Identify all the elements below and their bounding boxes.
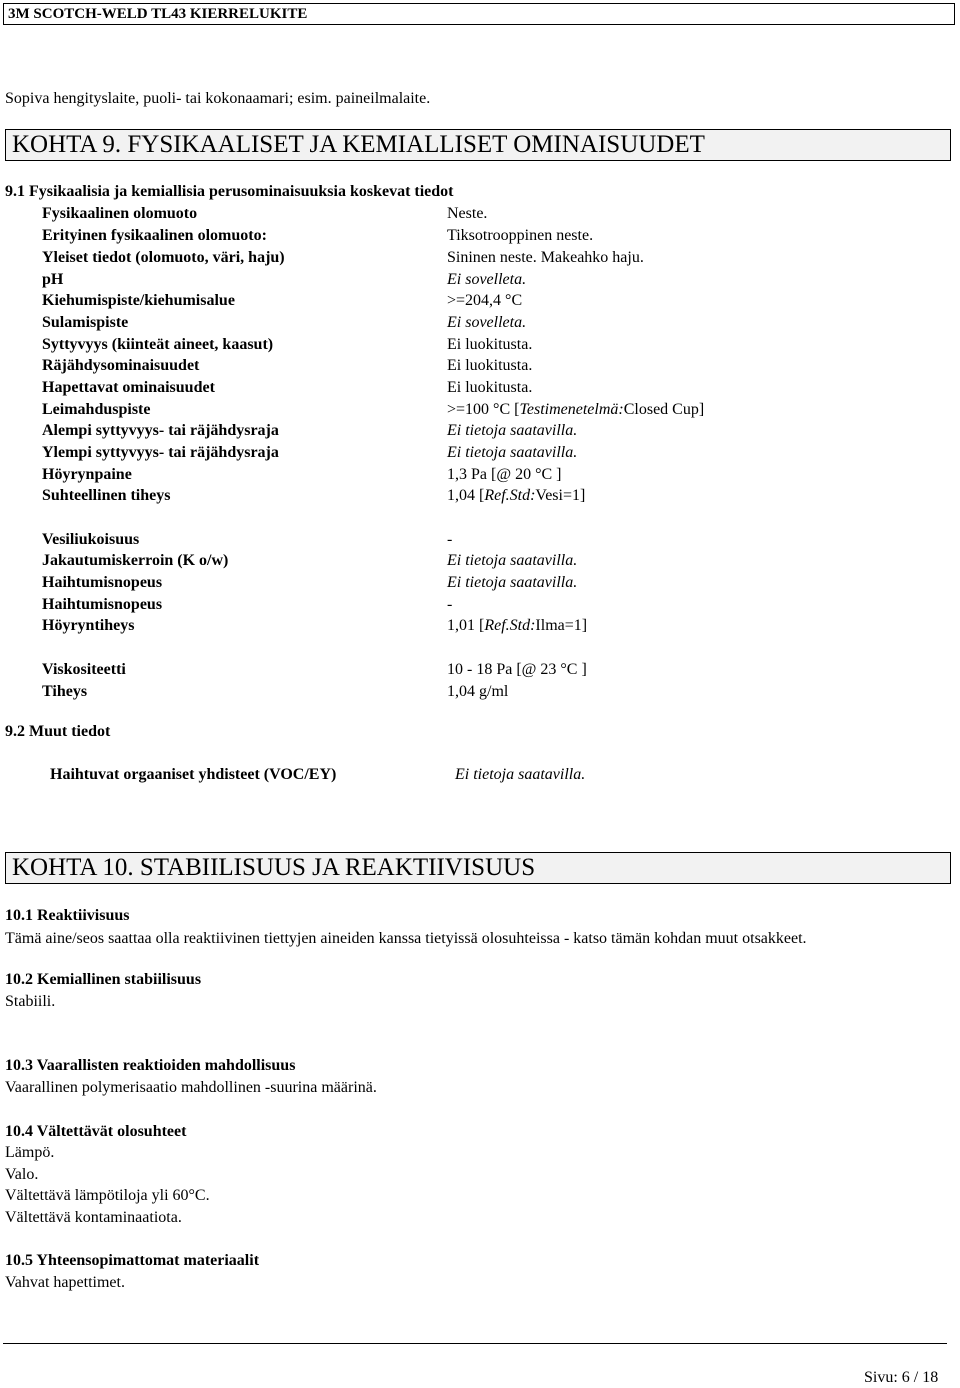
footer-divider [3,1343,947,1344]
property-value [447,465,561,485]
property-label: Sulamispiste [42,314,129,331]
property-label: Suhteellinen tiheys [42,487,171,504]
subsection-10-1-title: 10.1 Reaktiivisuus [5,907,130,924]
property-value-text: Tiksotrooppinen neste. [447,227,594,244]
property-label: Fysikaalinen olomuoto [42,205,198,222]
condition-line: Vältettävä kontaminaatiota. [5,1209,182,1226]
subsection-9-1-title: 9.1 Fysikaalisia ja kemiallisia perusominaisuuksia koskevat tiedot [5,183,454,200]
property-value [447,400,704,420]
property-value-text: Ei tietoja saatavilla. [447,574,578,591]
property-value-text: Ei sovelleta. [447,271,527,288]
condition-line: Valo. [5,1166,39,1183]
property-value-text: Sininen neste. Makeahko haju. [447,249,644,266]
property-value-text: 10 - 18 Pa [@ 23 °C ] [447,661,587,678]
property-label: Räjähdysominaisuudet [42,357,200,374]
property-label: Vesiliukoisuus [42,531,140,548]
property-value-text: - [447,596,453,613]
property-label: Kiehumispiste/kiehumisalue [42,292,235,309]
property-label: Syttyvyys (kiinteät aineet, kaasut) [42,336,274,353]
property-label: Jakautumiskerroin (K o/w) [42,552,229,569]
property-value-ref: Testimenetelmä: [519,401,624,418]
property-value [447,248,644,268]
property-value [447,595,452,615]
property-value [447,335,532,355]
page-number: Sivu: 6 / 18 [864,1369,939,1386]
reactivity-text: Tämä aine/seos saattaa olla reaktiivinen tiettyjen aineiden kanssa tietyissä olosuhteissa - katso tämän kohdan muut otsakkeet. [5,930,807,947]
respirator-text: Sopiva hengityslaite, puoli- tai kokonaamari; esim. paineilmalaite. [5,90,431,107]
property-value [447,682,508,702]
condition-line: Lämpö. [5,1144,55,1161]
property-value [447,204,487,224]
subsection-10-2-title: 10.2 Kemiallinen stabiilisuus [5,971,202,988]
property-value-text: Neste. [447,205,488,222]
property-value-text: Ei sovelleta. [447,314,527,331]
property-value-text: Ei tietoja saatavilla. [447,444,578,461]
property-value-text: Ei luokitusta. [447,379,533,396]
property-label: Leimahduspiste [42,401,151,418]
property-value-text: >=204,4 °C [447,292,523,309]
property-value [447,356,532,376]
property-label: Hapettavat ominaisuudet [42,379,215,396]
property-label: Erityinen fysikaalinen olomuoto: [42,227,267,244]
document-header: 3M SCOTCH-WELD TL43 KIERRELUKITE [3,3,955,25]
property-value-text: Ei tietoja saatavilla. [447,422,578,439]
property-value-text: Ei tietoja saatavilla. [447,552,578,569]
subsection-10-4-title: 10.4 Vältettävät olosuhteet [5,1123,187,1140]
property-value-text: >=100 °C [ [447,401,520,418]
property-value-text: Ei luokitusta. [447,357,533,374]
condition-line: Vältettävä lämpötiloja yli 60°C. [5,1187,210,1204]
property-value-text: 1,3 Pa [@ 20 °C ] [447,466,562,483]
property-value-text: Ilma=1] [535,617,588,634]
property-value [447,226,593,246]
property-value-text: 1,04 [ [447,487,485,504]
property-value [447,421,577,441]
property-value [447,573,577,593]
property-label: Viskositeetti [42,661,126,678]
property-value-text: Closed Cup] [623,401,705,418]
property-value-text: Vesi=1] [535,487,586,504]
property-value-text: 1,04 g/ml [447,683,509,700]
property-value [447,291,522,311]
property-value-text: - [447,531,453,548]
stability-text: Stabiili. [5,993,56,1010]
property-label: Tiheys [42,683,88,700]
property-label: Yleiset tiedot (olomuoto, väri, haju) [42,249,285,266]
property-value-text: 1,01 [ [447,617,485,634]
property-label: Haihtumisnopeus [42,596,163,613]
subsection-10-3-title: 10.3 Vaarallisten reaktioiden mahdollisuus [5,1057,296,1074]
incompatible-materials-text: Vahvat hapettimet. [5,1274,125,1291]
subsection-10-5-title: 10.5 Yhteensopimattomat materiaalit [5,1252,260,1269]
property-label: Ylempi syttyvyys- tai räjähdysraja [42,444,279,461]
voc-value: Ei tietoja saatavilla. [455,766,586,783]
property-value-ref: Ref.Std: [484,617,536,634]
section-10-title: KOHTA 10. STABIILISUUS JA REAKTIIVISUUS [5,852,951,884]
property-value [447,443,577,463]
property-label: pH [42,271,64,288]
property-value [447,616,587,636]
property-value-text: Ei luokitusta. [447,336,533,353]
property-value [447,270,526,290]
property-value [447,660,587,680]
property-value [447,313,526,333]
property-label: Alempi syttyvyys- tai räjähdysraja [42,422,279,439]
property-label: Höyrynpaine [42,466,132,483]
property-value-ref: Ref.Std: [484,487,536,504]
hazardous-reactions-text: Vaarallinen polymerisaatio mahdollinen -suurina määrinä. [5,1079,377,1096]
subsection-9-2-title: 9.2 Muut tiedot [5,723,111,740]
voc-label: Haihtuvat orgaaniset yhdisteet (VOC/EY) [50,766,337,783]
section-9-title: KOHTA 9. FYSIKAALISET JA KEMIALLISET OMINAISUUDET [5,129,951,161]
property-value [447,551,577,571]
property-value [447,486,585,506]
property-label: Höyryntiheys [42,617,135,634]
property-value [447,378,532,398]
property-value [447,530,452,550]
property-label: Haihtumisnopeus [42,574,163,591]
